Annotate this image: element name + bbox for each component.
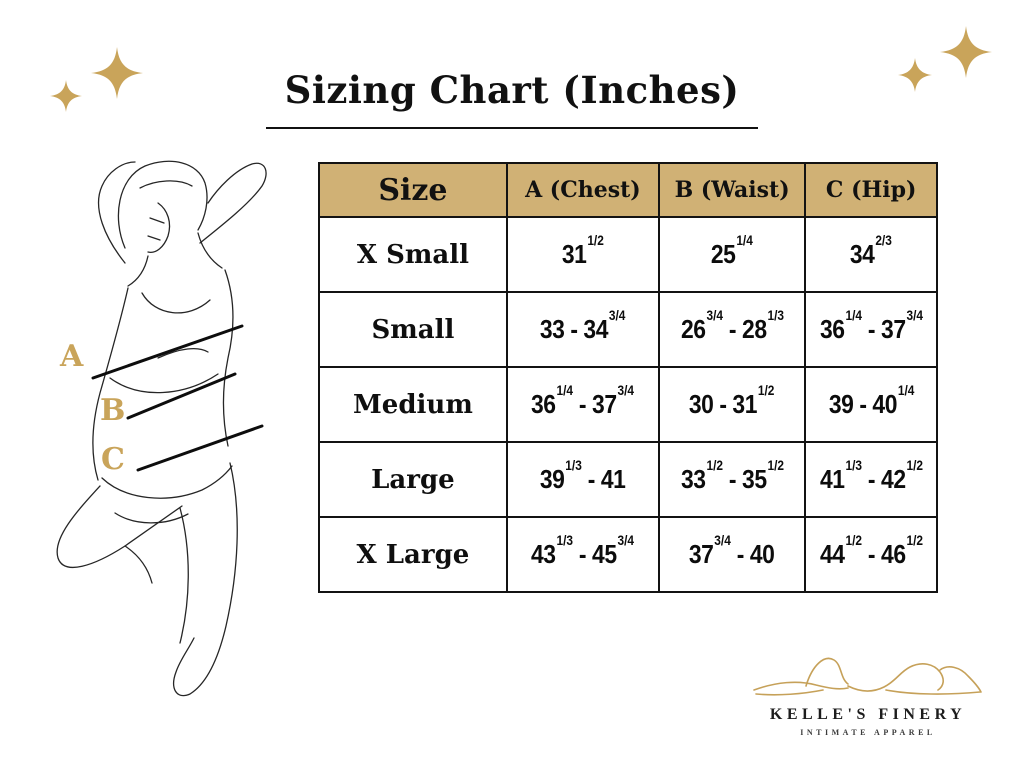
hip-measure-line [138,426,262,470]
table-row [319,442,937,517]
measure-label-b: B [100,393,126,428]
col-header-waist: B (Waist) [659,163,805,217]
sizing-table [318,162,938,593]
hip-cell: $44^{1/2} - 46^{1/2}$ [805,517,937,592]
title-underline [266,127,758,129]
title-block [0,68,1024,129]
brand-logo [748,640,988,737]
waist-cell: $25^{1/4}$ [659,217,805,292]
size-cell: X Large [319,517,507,592]
brand-name: KELLE'S FINERY [769,706,967,723]
table-header-row [319,163,937,217]
col-header-hip: C (Hip) [805,163,937,217]
chest-cell: $39^{1/3} - 41$ [507,442,659,517]
hip-cell: $41^{1/3} - 42^{1/2}$ [805,442,937,517]
size-cell: X Small [319,217,507,292]
waist-cell: $30 - 31^{1/2}$ [659,367,805,442]
measure-label-c: C [101,442,125,477]
page-title: Sizing Chart (Inches) [284,68,740,112]
table-row [319,367,937,442]
hip-cell: $39 - 40^{1/4}$ [805,367,937,442]
brand-tagline: INTIMATE APPAREL [800,728,936,737]
waist-cell: $26^{3/4} - 28^{1/3}$ [659,292,805,367]
chest-cell: $33 - 34^{3/4}$ [507,292,659,367]
table-row [319,292,937,367]
waist-cell: $33^{1/2} - 35^{1/2}$ [659,442,805,517]
size-cell: Medium [319,367,507,442]
chest-cell: $36^{1/4} - 37^{3/4}$ [507,367,659,442]
chest-cell: $31^{1/2}$ [507,217,659,292]
size-cell: Small [319,292,507,367]
measure-label-a: A [60,339,84,374]
waist-measure-line [128,374,235,418]
table-row [319,517,937,592]
reclining-woman-icon [748,640,988,704]
col-header-size: Size [319,163,507,217]
chest-cell: $43^{1/3} - 45^{3/4}$ [507,517,659,592]
chest-measure-line [93,326,242,378]
col-header-chest: A (Chest) [507,163,659,217]
table-row [319,217,937,292]
waist-cell: $37^{3/4} - 40$ [659,517,805,592]
hip-cell: $34^{2/3}$ [805,217,937,292]
hip-cell: $36^{1/4} - 37^{3/4}$ [805,292,937,367]
size-cell: Large [319,442,507,517]
woman-line-art [30,148,310,723]
